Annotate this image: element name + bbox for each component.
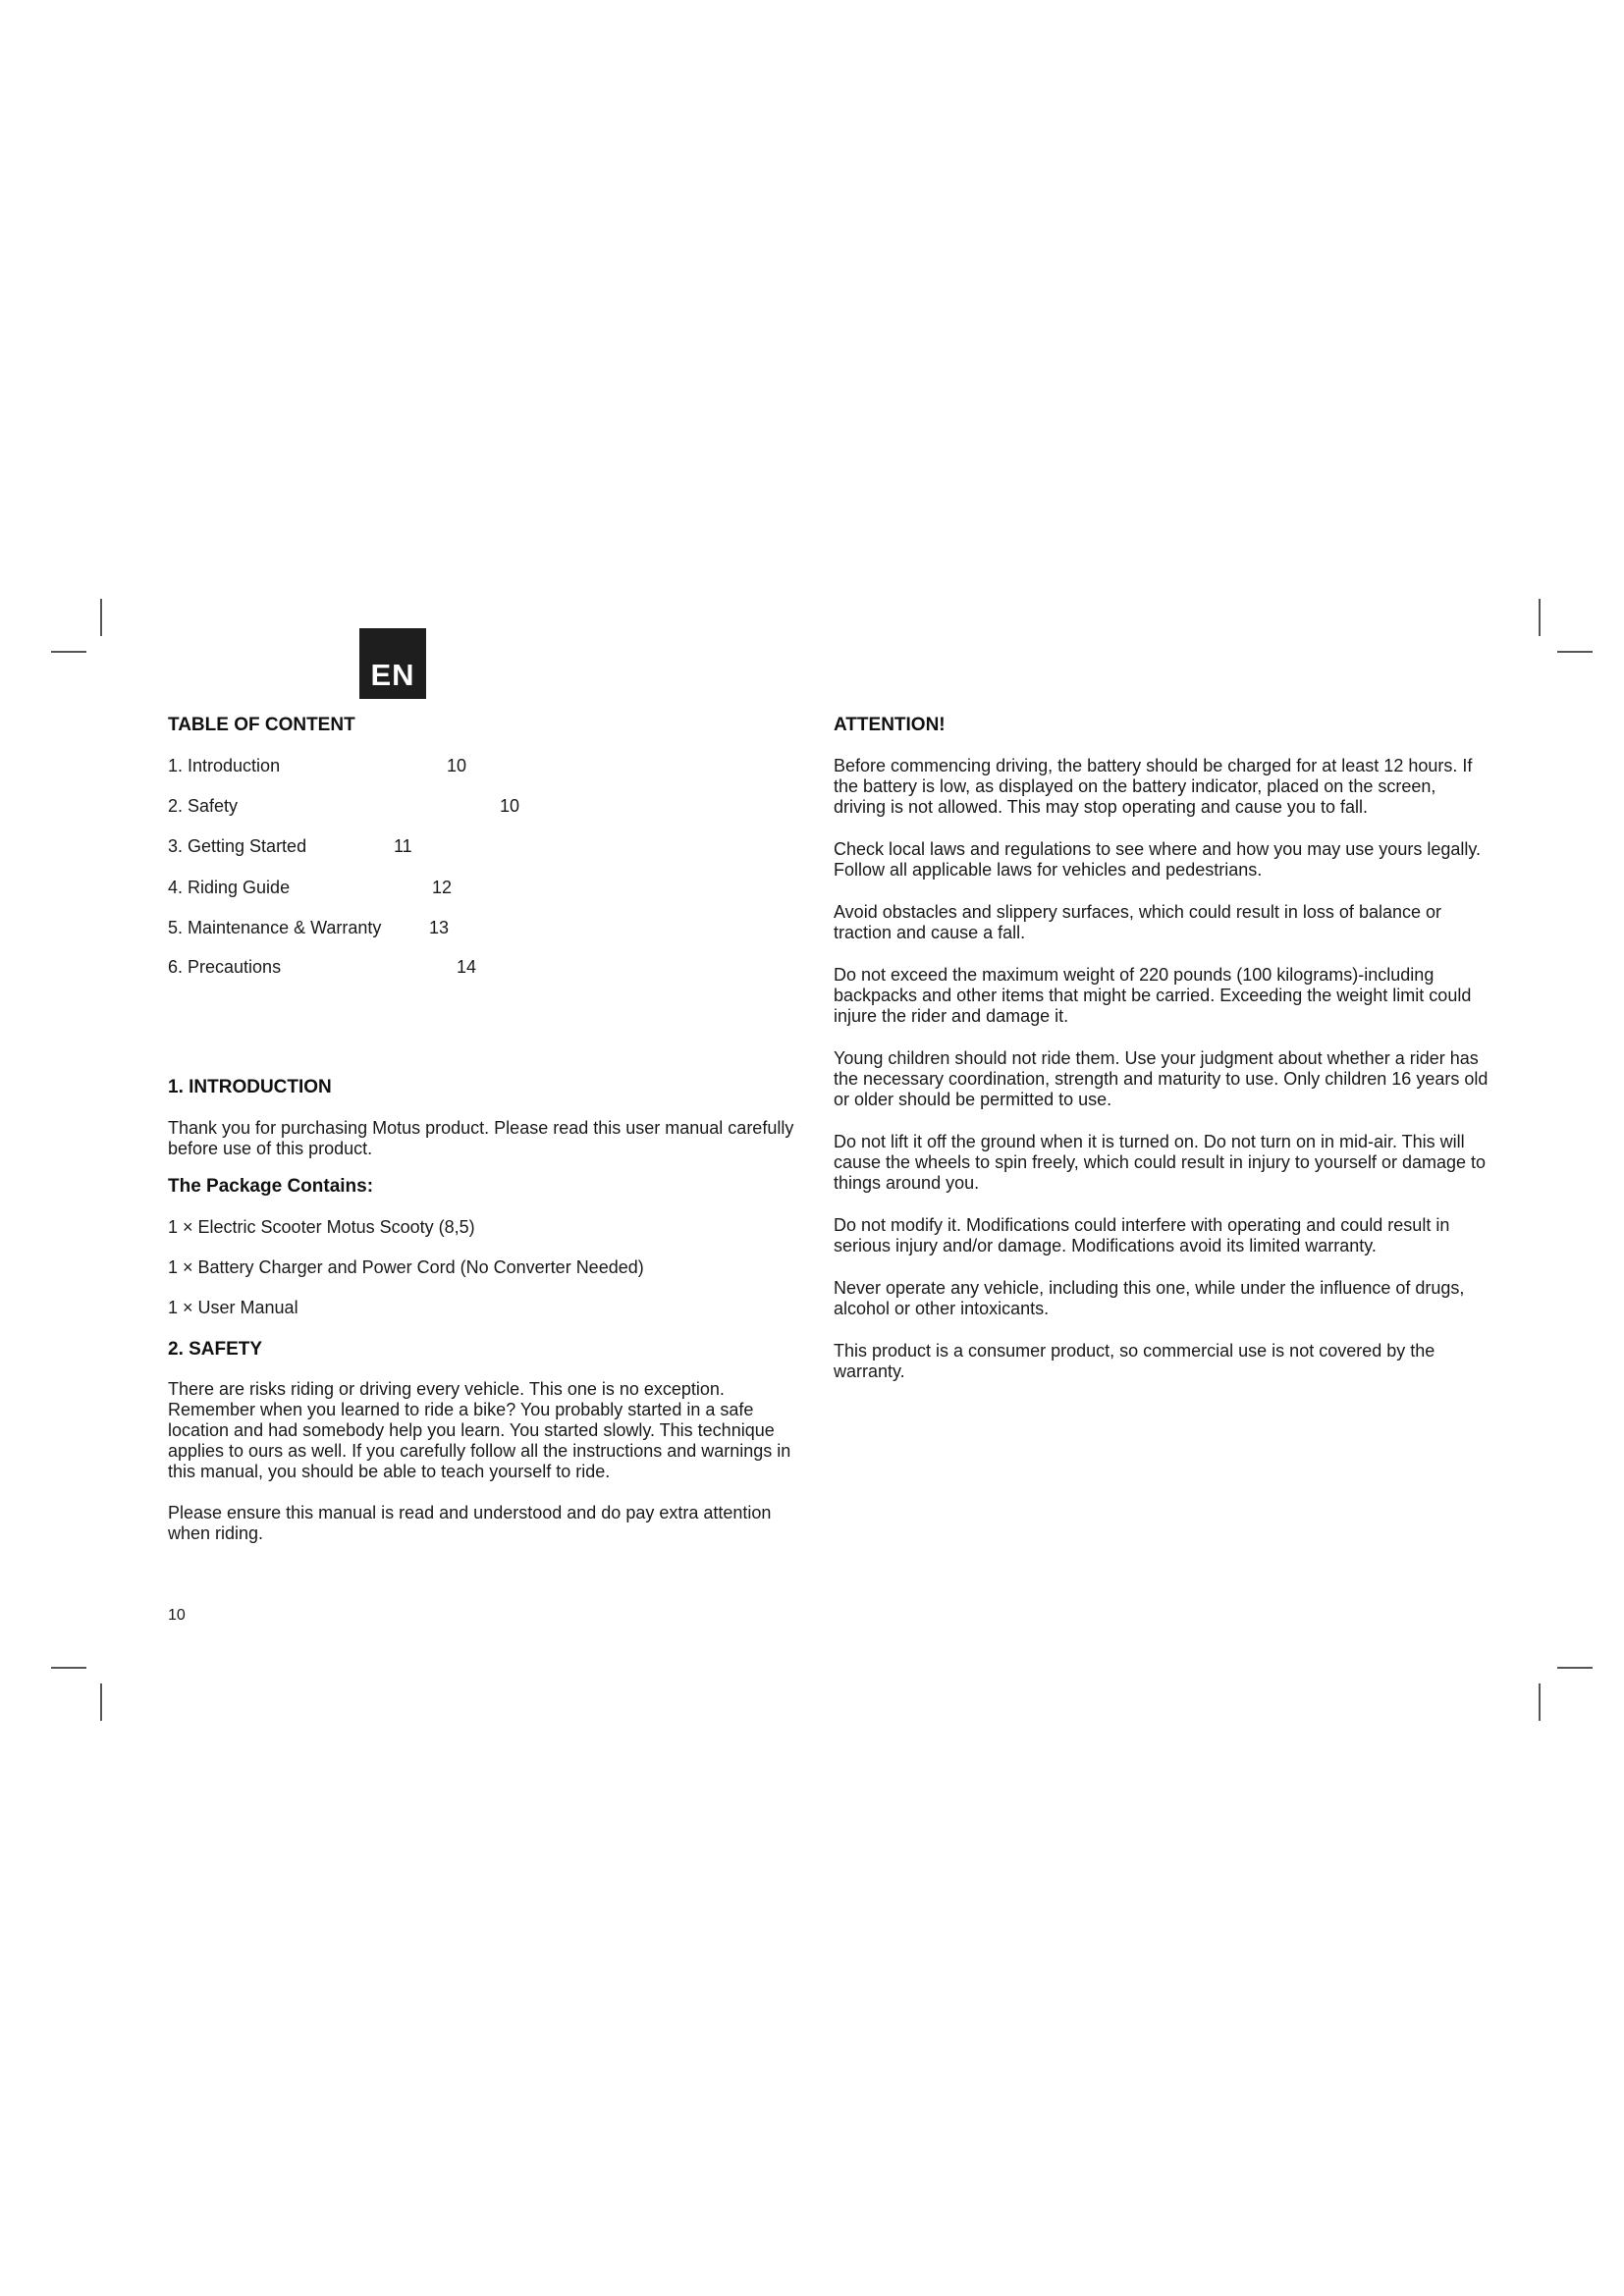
crop-mark xyxy=(1557,1667,1593,1669)
attention-section xyxy=(834,715,1491,1404)
crop-mark xyxy=(51,651,86,653)
page-number: 10 xyxy=(168,1607,186,1624)
attention-paragraph: Do not modify it. Modifications could interfere with operating and could result in serious injury and/or damage. Modifications avoid its limited warranty. xyxy=(834,1215,1450,1255)
toc-item-getting-started[interactable]: 3. Getting Started xyxy=(168,836,307,856)
introduction-text: Thank you for purchasing Motus product. Please read this user manual carefully before use of this product. xyxy=(168,1118,794,1158)
crop-mark xyxy=(1539,1683,1541,1721)
toc-page-getting-started: 11 xyxy=(394,836,412,856)
crop-mark xyxy=(100,1683,102,1721)
toc-item-introduction[interactable]: 1. Introduction xyxy=(168,756,281,775)
safety-paragraph: There are risks riding or driving every vehicle. This one is no exception. Remember when you learned to ride a bike? You probably started in a safe location and had somebody help you learn. You started slowly. This technique applies to ours as well. If you carefully follow all the instructions and warnings in this manual, you should be able to teach yourself to ride. xyxy=(168,1379,791,1481)
package-item: 1 × User Manual xyxy=(168,1298,298,1317)
language-badge: EN xyxy=(359,628,426,699)
attention-paragraph: Check local laws and regulations to see where and how you may use yours legally. Follow all applicable laws for vehicles and pedestrians. xyxy=(834,839,1482,880)
attention-paragraph: Avoid obstacles and slippery surfaces, which could result in loss of balance or traction and cause a fall. xyxy=(834,902,1441,942)
crop-mark xyxy=(1557,651,1593,653)
safety-heading: 2. SAFETY xyxy=(168,1339,263,1360)
introduction-heading: 1. INTRODUCTION xyxy=(168,1077,332,1097)
toc-item-precautions[interactable]: 6. Precautions xyxy=(168,957,282,977)
package-item: 1 × Battery Charger and Power Cord (No Converter Needed) xyxy=(168,1257,644,1277)
attention-paragraph: This product is a consumer product, so commercial use is not covered by the warranty. xyxy=(834,1341,1435,1381)
crop-mark xyxy=(51,1667,86,1669)
toc-page-precautions: 14 xyxy=(457,957,477,977)
attention-paragraph: Young children should not ride them. Use your judgment about whether a rider has the necessary coordination, strength and maturity to use. Only children 16 years old or older should be permitted to use. xyxy=(834,1048,1489,1109)
toc-item-safety[interactable]: 2. Safety xyxy=(168,796,239,816)
toc-item-maintenance-warranty[interactable]: 5. Maintenance & Warranty xyxy=(168,918,382,937)
crop-mark xyxy=(1539,599,1541,636)
crop-mark xyxy=(100,599,102,636)
package-heading: The Package Contains: xyxy=(168,1176,374,1197)
toc-page-introduction: 10 xyxy=(447,756,467,775)
toc-item-riding-guide[interactable]: 4. Riding Guide xyxy=(168,878,291,897)
package-item: 1 × Electric Scooter Motus Scooty (8,5) xyxy=(168,1217,475,1237)
toc-page-maintenance-warranty: 13 xyxy=(429,918,450,937)
attention-paragraph: Before commencing driving, the battery should be charged for at least 12 hours. If the battery is low, as displayed on the battery indicator, placed on the screen, driving is not allowed. This may stop operating and cause you to fall. xyxy=(834,756,1473,817)
toc-page-safety: 10 xyxy=(500,796,520,816)
toc-title: TABLE OF CONTENT xyxy=(168,715,355,735)
attention-heading: ATTENTION! xyxy=(834,715,946,735)
toc-page-riding-guide: 12 xyxy=(432,878,453,897)
safety-paragraph: Please ensure this manual is read and understood and do pay extra attention when riding. xyxy=(168,1503,772,1543)
attention-paragraph: Never operate any vehicle, including this one, while under the influence of drugs, alcohol or other intoxicants. xyxy=(834,1278,1465,1318)
attention-paragraph: Do not lift it off the ground when it is turned on. Do not turn on in mid-air. This will cause the wheels to spin freely, which could result in injury to yourself or damage to things around you. xyxy=(834,1132,1487,1193)
attention-paragraph: Do not exceed the maximum weight of 220 pounds (100 kilograms)-including backpacks and other items that might be carried. Exceeding the weight limit could injure the rider and damage it. xyxy=(834,965,1472,1026)
